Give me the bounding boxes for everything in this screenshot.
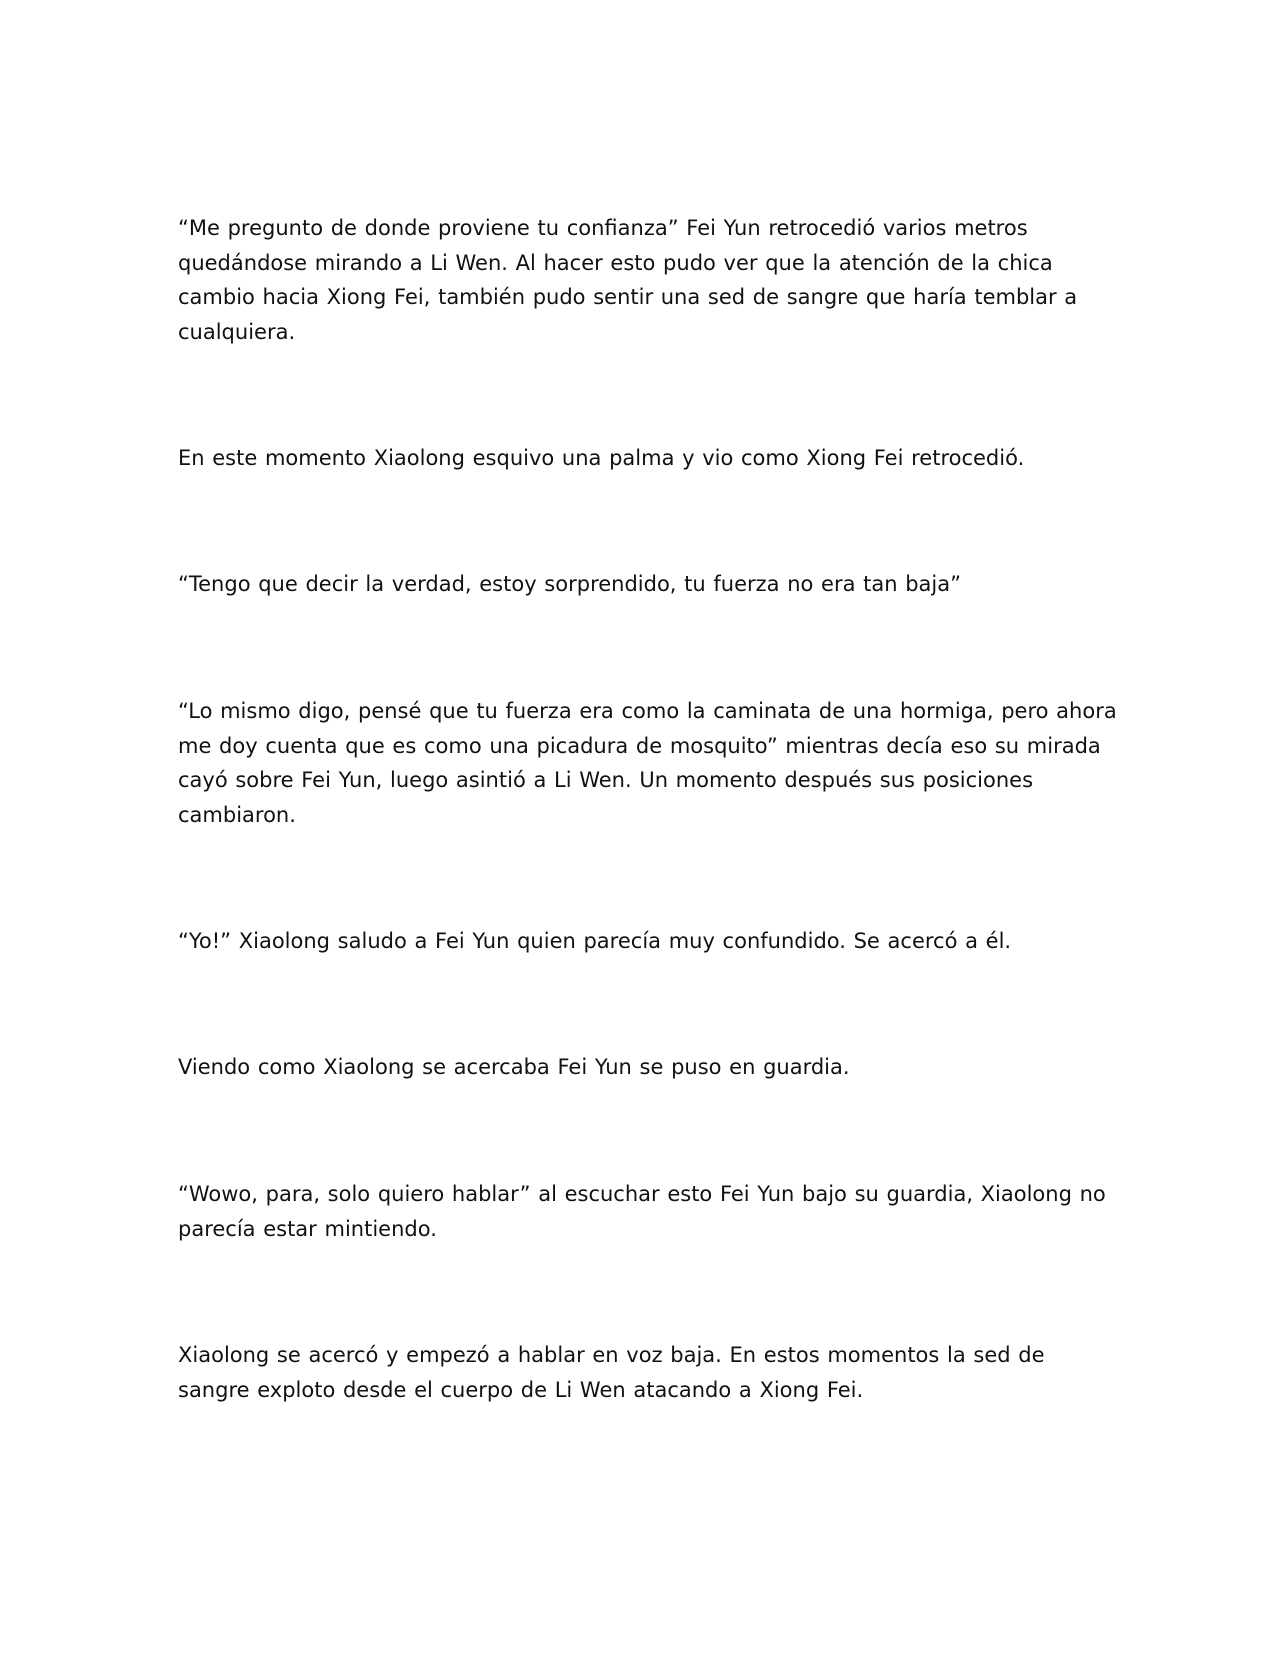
paragraph-4: “Lo mismo digo, pensé que tu fuerza era como la caminata de una hormiga, pero ahora me doy cuenta que es como una picadura de mosquito” mientras decía eso su mirada cayó sobre Fei Yun, luego asintió a Li Wen. Un momento después sus posiciones cambiaron. [178, 699, 1117, 827]
paragraph-3: “Tengo que decir la verdad, estoy sorprendido, tu fuerza no era tan baja” [178, 572, 962, 596]
paragraph-5: “Yo!” Xiaolong saludo a Fei Yun quien parecía muy confundido. Se acercó a él. [178, 929, 1012, 953]
paragraph-7: “Wowo, para, solo quiero hablar” al escuchar esto Fei Yun bajo su guardia, Xiaolong no parecía estar mintiendo. [178, 1182, 1106, 1241]
paragraph-8: Xiaolong se acercó y empezó a hablar en voz baja. En estos momentos la sed de sangre exploto desde el cuerpo de Li Wen atacando a Xiong Fei. [178, 1343, 1045, 1402]
paragraph-6: Viendo como Xiaolong se acercaba Fei Yun se puso en guardia. [178, 1055, 850, 1079]
paragraph-2: En este momento Xiaolong esquivo una palma y vio como Xiong Fei retrocedió. [178, 446, 1025, 470]
paragraph-1: “Me pregunto de donde proviene tu confianza” Fei Yun retrocedió varios metros quedándose mirando a Li Wen. Al hacer esto pudo ver que la atención de la chica cambio hacia Xiong Fei, también pudo sentir una sed de sangre que haría temblar a cualquiera. [178, 216, 1078, 344]
